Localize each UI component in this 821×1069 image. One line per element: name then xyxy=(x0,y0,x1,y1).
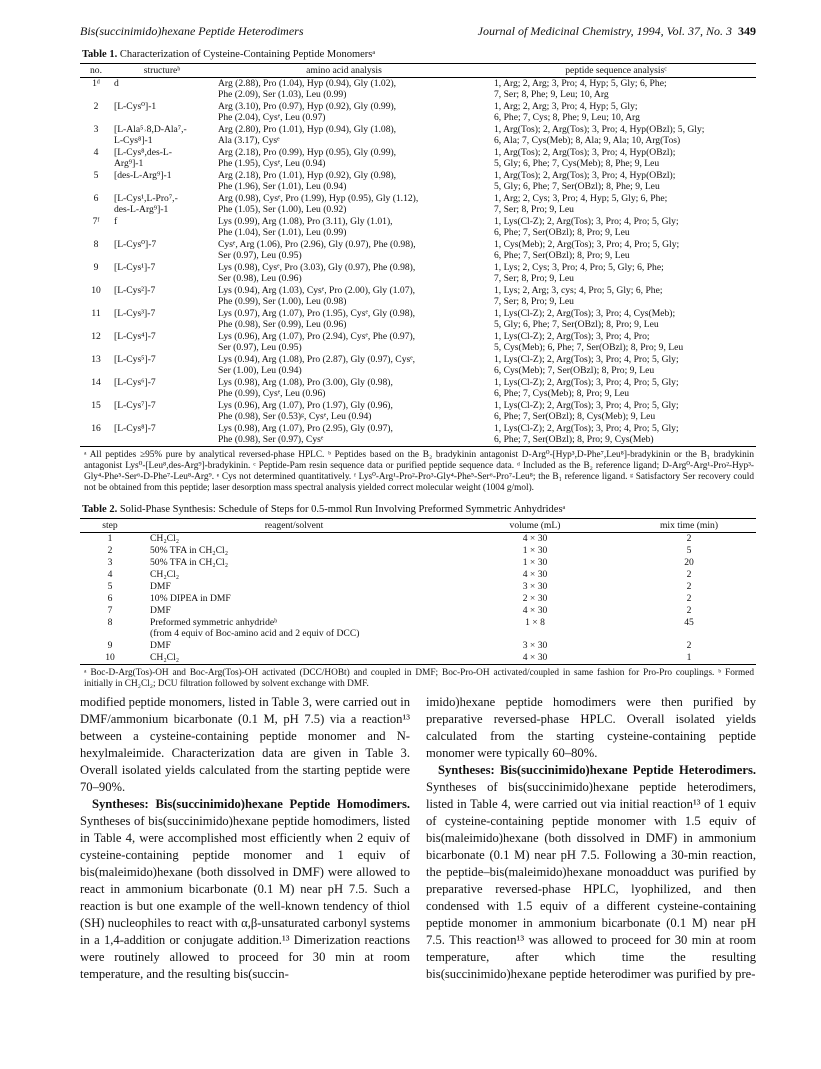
table-row xyxy=(80,605,756,617)
reagent-cell: 50% TFA in CH₂Cl₂ xyxy=(150,557,229,568)
sequence-analysis-cell: 1, Lys; 2, Arg; 3, cys; 4, Pro; 5, Gly; 6, Phe; 7, Ser; 8, Pro; 9, Leu xyxy=(494,285,663,307)
table-row xyxy=(80,593,756,605)
mix-time-cell: 2 xyxy=(686,640,692,651)
table1-column-header: structureᵇ xyxy=(112,64,212,78)
mix-time-cell: 45 xyxy=(684,617,694,628)
table-row xyxy=(80,193,756,216)
body-paragraph: modified peptide monomers, listed in Table 3, were carried out in DMF/ammonium bicarbonate (0.1 M, pH 7.5) via a reaction¹³ between a cysteine-containing peptide monomer and N-hexylmaleimide. Characterization data are given in Table 3. Overall isolated yields calculated from the starting peptide were 70–90%. xyxy=(80,695,410,794)
reagent-cell: CH₂Cl₂ xyxy=(140,652,448,665)
volume-cell: 4 × 30 xyxy=(522,569,548,580)
amino-acid-analysis-cell: Lys (0.98), Cysᵉ, Pro (3.03), Gly (0.97), Phe (0.98), Ser (0.98), Leu (0.96) xyxy=(218,262,416,284)
volume-cell: 1 × 8 xyxy=(525,617,545,628)
reagent-cell: DMF xyxy=(150,605,171,616)
running-header xyxy=(80,24,756,39)
table2-label: Table 2. xyxy=(82,504,118,515)
volume-cell: 1 × 30 xyxy=(522,557,548,568)
table-row xyxy=(80,331,756,354)
mix-time-cell: 1 xyxy=(622,652,756,665)
table1-column-header: no. xyxy=(80,64,112,78)
body-columns xyxy=(80,694,756,983)
table1-column-header: amino acid analysis xyxy=(212,64,476,78)
table2-caption xyxy=(82,504,756,515)
amino-acid-analysis-cell: Arg (2.18), Pro (1.01), Hyp (0.92), Gly (0.98), Phe (1.96), Ser (1.01), Leu (0.94) xyxy=(218,170,397,192)
step-cell: 6 xyxy=(107,593,113,604)
structure-cell: [L-Cys⁰]-1 xyxy=(114,101,157,112)
amino-acid-analysis-cell: Lys (0.96), Arg (1.07), Pro (2.94), Cysᵉ, Phe (0.97), Ser (0.97), Leu (0.95) xyxy=(218,331,416,353)
volume-cell: 3 × 30 xyxy=(522,640,548,651)
mix-time-cell: 2 xyxy=(686,533,692,544)
table-row xyxy=(80,581,756,593)
body-paragraph: Syntheses of bis(succinimido)hexane peptide homodimers, listed in Table 4, were accomplished most efficiently when 2 equiv of cysteine-containing peptide monomer and 1 equiv of bis(maleimido)hexane (both dissolved in DMF) were allowed to react in ammonium bicarbonate (0.1 M) near pH 7.5. Such a reaction is but one example of the well-known tendency of thiol (SH) nucleophiles to react with α,β-unsaturated carbonyl systems in a 1,4-addition or conjugate addition.¹³ Dimerization reactions were routinely allowed to proceed for 30 min at room temperature, and the resulting bis(succin- xyxy=(80,814,410,981)
table-row xyxy=(80,533,756,546)
amino-acid-analysis-cell: Lys (0.94), Arg (1.03), Cysᵉ, Pro (2.00), Gly (1.07), Phe (0.99), Ser (1.00), Leu (0.98) xyxy=(218,285,416,307)
sequence-analysis-cell: 1, Lys(Cl-Z); 2, Arg(Tos); 3, Pro; 4, Pro; 5, Cys(Meb); 6, Phe; 7, Ser(OBzl); 8, Pro; 9, Leu xyxy=(494,331,684,353)
compound-number: 13 xyxy=(91,354,101,365)
volume-cell: 4 × 30 xyxy=(522,605,548,616)
journal-name: Journal of Medicinal Chemistry, 1994, Vol. 37, No. 3 xyxy=(477,24,732,38)
table1-header-row xyxy=(80,64,756,78)
table1-column-header: peptide sequence analysisᶜ xyxy=(476,64,756,78)
sequence-analysis-cell: 1, Arg(Tos); 2, Arg(Tos); 3, Pro; 4, Hyp(OBzl); 5, Gly; 6, Phe; 7, Cys(Meb); 8, Phe; 9, Leu xyxy=(494,147,676,169)
reagent-cell: CH₂Cl₂ xyxy=(150,569,180,580)
table-row xyxy=(80,640,756,652)
step-cell: 9 xyxy=(107,640,113,651)
table2-column-header: volume (mL) xyxy=(448,519,622,533)
sequence-analysis-cell: 1, Lys(Cl-Z); 2, Arg(Tos); 3, Pro; 4, Pro; 5, Gly; 6, Phe; 7, Ser(OBzl); 8, Cys(Meb); 9, Leu xyxy=(494,400,679,422)
compound-number: 12 xyxy=(91,331,101,342)
body-paragraph: imido)hexane peptide homodimers were then purified by preparative reversed-phase HPLC. Overall isolated yields calculated from the starting cysteine-containing peptide monomer were typically 60–80%. xyxy=(426,695,756,760)
reagent-cell: 50% TFA in CH₂Cl₂ xyxy=(150,545,229,556)
amino-acid-analysis-cell: Cysᵉ, Arg (1.06), Pro (2.96), Gly (0.97), Phe (0.98), Ser (0.97), Leu (0.95) xyxy=(218,239,416,261)
volume-cell: 2 × 30 xyxy=(522,593,548,604)
structure-cell: f xyxy=(114,216,118,227)
structure-cell: [L-Cys⁶]-7 xyxy=(114,377,156,388)
section-heading: Syntheses: Bis(succinimido)hexane Peptide Heterodimers. xyxy=(438,763,756,777)
reagent-cell: DMF xyxy=(150,640,171,651)
table-row xyxy=(80,216,756,239)
step-cell: 10 xyxy=(80,652,140,665)
step-cell: 4 xyxy=(107,569,113,580)
table-row xyxy=(80,262,756,285)
table2-column-header: step xyxy=(80,519,140,533)
table-row xyxy=(80,557,756,569)
table-row xyxy=(80,569,756,581)
sequence-analysis-cell: 1, Arg; 2, Cys; 3, Pro; 4, Hyp; 5, Gly; 6, Phe; 7, Ser; 8, Pro; 9, Leu xyxy=(494,193,668,215)
sequence-analysis-cell: 1, Lys(Cl-Z); 2, Arg(Tos); 3, Pro; 4, Pro; 5, Gly; 6, Phe; 7, Cys(Meb); 8, Pro; 9, Leu xyxy=(494,377,679,399)
table2-header-row xyxy=(80,519,756,533)
sequence-analysis-cell: 1, Arg(Tos); 2, Arg(Tos); 3, Pro; 4, Hyp(OBzl); 5, Gly; 6, Phe; 7, Ser(OBzl); 8, Phe; 9, Leu xyxy=(494,170,676,192)
compound-number: 2 xyxy=(93,101,99,112)
amino-acid-analysis-cell: Arg (2.18), Pro (0.99), Hyp (0.95), Gly (0.99), Phe (1.95), Cysᵉ, Leu (0.94) xyxy=(218,147,397,169)
structure-cell: [L-Cys¹,L-Pro⁷,- des-L-Arg⁹]-1 xyxy=(114,193,178,215)
compound-number: 4 xyxy=(93,147,99,158)
table2 xyxy=(80,518,756,665)
compound-number: 3 xyxy=(93,124,99,135)
mix-time-cell: 5 xyxy=(686,545,692,556)
sequence-analysis-cell: 1, Lys; 2, Cys; 3, Pro; 4, Pro; 5, Gly; 6, Phe; 7, Ser; 8, Pro; 9, Leu xyxy=(494,262,664,284)
reagent-cell: 10% DIPEA in DMF xyxy=(150,593,231,604)
amino-acid-analysis-cell: Lys (0.98), Arg (1.07), Pro (2.95), Gly (0.97), Phe (0.98), Ser (0.97), Cysᵉ xyxy=(212,423,476,447)
running-title: Bis(succinimido)hexane Peptide Heterodimers xyxy=(80,24,304,38)
page xyxy=(80,24,756,983)
step-cell: 8 xyxy=(107,617,113,628)
table2-column-header: mix time (min) xyxy=(622,519,756,533)
compound-number: 9 xyxy=(93,262,99,273)
mix-time-cell: 2 xyxy=(686,569,692,580)
table-row xyxy=(80,354,756,377)
mix-time-cell: 20 xyxy=(684,557,694,568)
amino-acid-analysis-cell: Lys (0.99), Arg (1.08), Pro (3.11), Gly (1.01), Phe (1.04), Ser (1.01), Leu (0.99) xyxy=(218,216,393,238)
table2-body xyxy=(80,533,756,665)
table1 xyxy=(80,63,756,447)
table1-caption-text: Characterization of Cysteine-Containing Peptide Monomersᵃ xyxy=(119,49,376,60)
table-row xyxy=(80,545,756,557)
table1-label: Table 1. xyxy=(82,49,118,60)
body-paragraph: Syntheses of bis(succinimido)hexane peptide heterodimers, listed in Table 4, were carried out via initial reaction¹³ of 1 equiv of cysteine-containing peptide monomer with 1.5 equiv of bis(maleimido)hexane (both dissolved in DMF) in ammonium bicarbonate (0.1 M) near pH 7.5. Following a 30-min reaction, the peptide–bis(maleimido)hexane monoadduct was purified by preparative reversed-phase HPLC, lyophilized, and then condensed with 1.5 equiv of a different cysteine-containing peptide monomer in ammonium bicarbonate (0.1 M) near pH 7.5. This reaction¹³ was allowed to proceed for 30 min at room temperature, after which time the resulting bis(succinimido)hexane peptide heterodimer was purified by pre- xyxy=(426,780,756,981)
step-cell: 3 xyxy=(107,557,113,568)
table-row xyxy=(80,423,756,447)
mix-time-cell: 2 xyxy=(686,605,692,616)
amino-acid-analysis-cell: Lys (0.97), Arg (1.07), Pro (1.95), Cysᵉ, Gly (0.98), Phe (0.98), Ser (0.99), Leu (0.96) xyxy=(218,308,416,330)
compound-number: 5 xyxy=(93,170,99,181)
sequence-analysis-cell: 1, Arg; 2, Arg; 3, Pro; 4, Hyp; 5, Gly; 6, Phe; 7, Ser; 8, Phe; 9, Leu; 10, Arg xyxy=(494,78,667,100)
amino-acid-analysis-cell: Arg (3.10), Pro (0.97), Hyp (0.92), Gly (0.99), Phe (2.04), Cysᵉ, Leu (0.97) xyxy=(218,101,397,123)
volume-cell: 3 × 30 xyxy=(522,581,548,592)
structure-cell: [L-Cys¹]-7 xyxy=(114,262,156,273)
structure-cell: [L-Cys⁴]-7 xyxy=(114,331,156,342)
amino-acid-analysis-cell: Arg (0.98), Cysᵉ, Pro (1.99), Hyp (0.95), Gly (1.12), Phe (1.05), Ser (1.00), Leu (0.92) xyxy=(218,193,419,215)
structure-cell: [L-Cys⁸]-7 xyxy=(112,423,212,447)
reagent-cell: CH₂Cl₂ xyxy=(150,533,180,544)
sequence-analysis-cell: 1, Arg; 2, Arg; 3, Pro; 4, Hyp; 5, Gly; 6, Phe; 7, Cys; 8, Phe; 9, Leu; 10, Arg xyxy=(494,101,640,123)
structure-cell: [L-Cys³]-7 xyxy=(114,308,156,319)
amino-acid-analysis-cell: Lys (0.94), Arg (1.08), Pro (2.87), Gly (0.97), Cysᵉ, Ser (1.00), Leu (0.94) xyxy=(218,354,416,376)
sequence-analysis-cell: 1, Lys(Cl-Z); 2, Arg(Tos); 3, Pro; 4, Cys(Meb); 5, Gly; 6, Phe; 7, Ser(OBzl); 8, Pro; 9, Leu xyxy=(494,308,676,330)
step-cell: 7 xyxy=(107,605,113,616)
table-row xyxy=(80,124,756,147)
structure-cell: [L-Cys⁷]-7 xyxy=(114,400,156,411)
compound-number: 8 xyxy=(93,239,99,250)
step-cell: 2 xyxy=(107,545,113,556)
structure-cell: [L-Ala⁵˒8,D-Ala⁷,- L-Cys⁸]-1 xyxy=(114,124,187,146)
step-cell: 1 xyxy=(107,533,113,544)
compound-number: 15 xyxy=(91,400,101,411)
reagent-cell: Preformed symmetric anhydrideᵇ (from 4 equiv of Boc-amino acid and 2 equiv of DCC) xyxy=(150,617,360,639)
compound-number: 10 xyxy=(91,285,101,296)
journal-citation xyxy=(478,24,756,39)
reagent-cell: DMF xyxy=(150,581,171,592)
mix-time-cell: 2 xyxy=(686,593,692,604)
table1-caption xyxy=(82,49,756,60)
compound-number: 6 xyxy=(93,193,99,204)
left-column xyxy=(80,694,410,983)
table2-caption-text: Solid-Phase Synthesis: Schedule of Steps for 0.5-mmol Run Involving Preformed Symmetric Anhydridesᵃ xyxy=(119,504,566,515)
table-row xyxy=(80,652,756,665)
table-row xyxy=(80,147,756,170)
table-row xyxy=(80,285,756,308)
volume-cell: 4 × 30 xyxy=(522,533,548,544)
amino-acid-analysis-cell: Lys (0.98), Arg (1.08), Pro (3.00), Gly (0.98), Phe (0.99), Cysᵉ, Leu (0.96) xyxy=(218,377,393,399)
sequence-analysis-cell: 1, Lys(Cl-Z); 2, Arg(Tos); 3, Pro; 4, Pro; 5, Gly; 6, Phe; 7, Ser(OBzl); 8, Pro; 9, Cys(Meb) xyxy=(476,423,756,447)
table-row xyxy=(80,400,756,423)
structure-cell: d xyxy=(114,78,119,89)
volume-cell: 1 × 30 xyxy=(522,545,548,556)
structure-cell: [L-Cys⁸,des-L- Arg⁹]-1 xyxy=(114,147,172,169)
step-cell: 5 xyxy=(107,581,113,592)
table2-footnote: ᵃ Boc-D-Arg(Tos)-OH and Boc-Arg(Tos)-OH activated (DCC/HOBt) and coupled in DMF; Boc-Pro-OH activated/coupled in same fashion for Pro-Pro couplings. ᵇ Formed initially in CH₂Cl₂; DCU filtration followed by solvent exchange with DMF. xyxy=(84,668,754,689)
table1-body xyxy=(80,78,756,447)
table-row xyxy=(80,78,756,102)
structure-cell: [des-L-Arg⁹]-1 xyxy=(114,170,172,181)
amino-acid-analysis-cell: Arg (2.80), Pro (1.01), Hyp (0.94), Gly (1.08), Ala (3.17), Cysᵉ xyxy=(218,124,397,146)
structure-cell: [L-Cys²]-7 xyxy=(114,285,156,296)
sequence-analysis-cell: 1, Cys(Meb); 2, Arg(Tos); 3, Pro; 4, Pro; 5, Gly; 6, Phe; 7, Ser(OBzl); 8, Pro; 9, Leu xyxy=(494,239,680,261)
volume-cell: 4 × 30 xyxy=(448,652,622,665)
table-row xyxy=(80,617,756,640)
compound-number: 7ᶠ xyxy=(92,216,100,227)
amino-acid-analysis-cell: Arg (2.88), Pro (1.04), Hyp (0.94), Gly (1.02), Phe (2.09), Ser (1.03), Leu (0.99) xyxy=(218,78,397,100)
compound-number: 16 xyxy=(80,423,112,447)
table2-column-header: reagent/solvent xyxy=(140,519,448,533)
sequence-analysis-cell: 1, Lys(Cl-Z); 2, Arg(Tos); 3, Pro; 4, Pro; 5, Gly; 6, Cys(Meb); 7, Ser(OBzl); 8, Pro; 9, Leu xyxy=(494,354,679,376)
right-column xyxy=(426,694,756,983)
table-row xyxy=(80,308,756,331)
table-row xyxy=(80,377,756,400)
structure-cell: [L-Cys⁰]-7 xyxy=(114,239,157,250)
compound-number: 11 xyxy=(91,308,101,319)
table-row xyxy=(80,170,756,193)
sequence-analysis-cell: 1, Arg(Tos); 2, Arg(Tos); 3, Pro; 4, Hyp(OBzl); 5, Gly; 6, Ala; 7, Cys(Meb); 8, Ala; 9, Ala; 10, Arg(Tos) xyxy=(494,124,705,146)
section-heading: Syntheses: Bis(succinimido)hexane Peptide Homodimers. xyxy=(92,797,410,811)
structure-cell: [L-Cys⁵]-7 xyxy=(114,354,156,365)
table1-footnote: ᵃ All peptides ≥95% pure by analytical reversed-phase HPLC. ᵇ Peptides based on the B₂ bradykinin antagonist D-Arg⁰-[Hyp³,D-Phe⁷,Leu⁸]-bradykinin or the B₁ bradykinin antagonist Lys⁰-[Leu⁸,des-Arg⁹]-bradykinin. ᶜ Peptide-Pam resin sequence data or purified peptide sequence data. ᵈ Included as the B₂ reference ligand; D-Arg⁰-Arg¹-Pro²-Hyp³-Gly⁴-Phe⁵-Ser⁶-D-Phe⁷-Leu⁸-Arg⁹. ᵉ Cys not determined quantitatively. ᶠ Lys⁰-Arg¹-Pro²-Pro³-Gly⁴-Phe⁵-Ser⁶-Pro⁷-Leu⁸; the B₁ reference ligand. ᵍ Satisfactory Ser recovery could not be obtained from this peptide; laser desorption mass spectral analysis yielded correct molecular weight (1004 g/mol). xyxy=(84,450,754,493)
table-row xyxy=(80,101,756,124)
compound-number: 14 xyxy=(91,377,101,388)
sequence-analysis-cell: 1, Lys(Cl-Z); 2, Arg(Tos); 3, Pro; 4, Pro; 5, Gly; 6, Phe; 7, Ser(OBzl); 8, Pro; 9, Leu xyxy=(494,216,679,238)
page-number: 349 xyxy=(738,24,756,38)
mix-time-cell: 2 xyxy=(686,581,692,592)
compound-number: 1ᵈ xyxy=(92,78,100,89)
amino-acid-analysis-cell: Lys (0.96), Arg (1.07), Pro (1.97), Gly (0.96), Phe (0.98), Ser (0.53)ᵍ, Cysᵉ, Leu (0.94) xyxy=(218,400,393,422)
table-row xyxy=(80,239,756,262)
